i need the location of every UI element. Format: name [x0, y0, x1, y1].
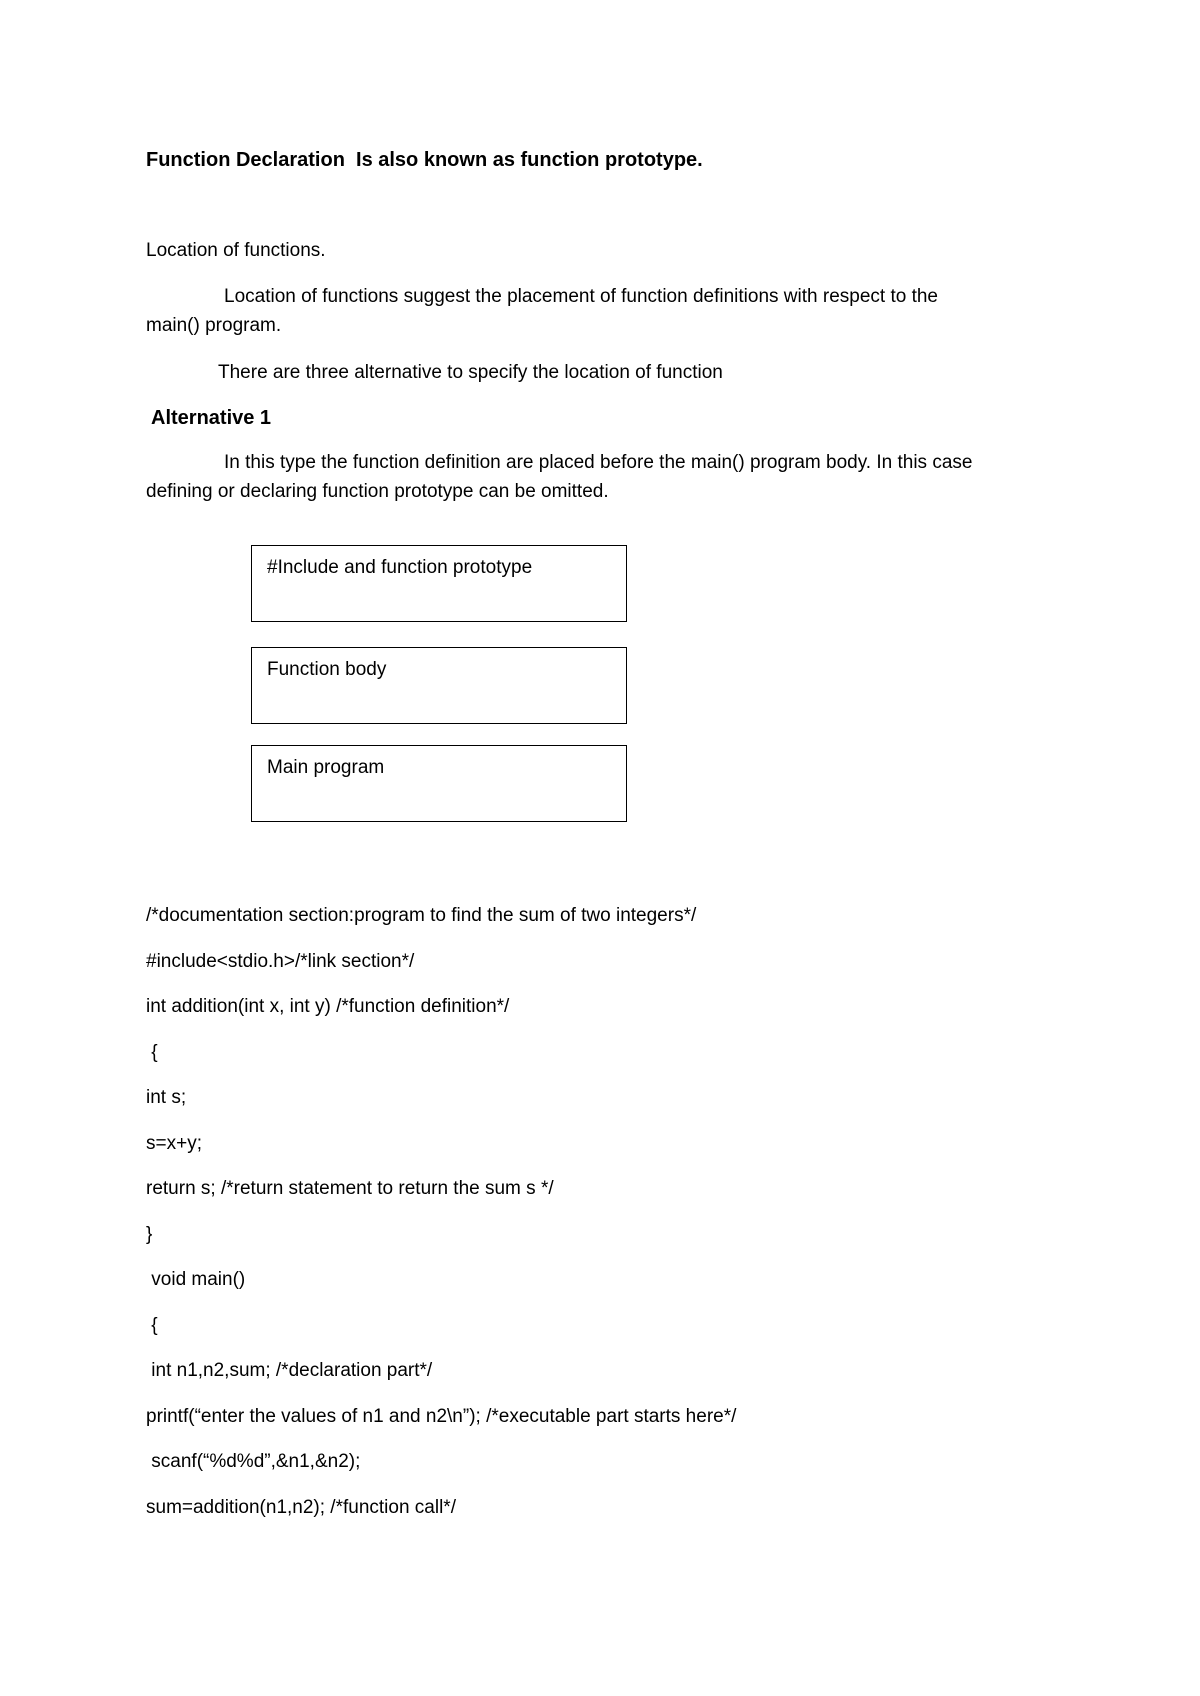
- code-line: scanf(“%d%d”,&n1,&n2);: [146, 1451, 361, 1472]
- section-heading: Location of functions.: [146, 240, 326, 261]
- code-line: printf(“enter the values of n1 and n2\n”); /*executable part starts here*/: [146, 1406, 737, 1427]
- paragraph-3-line-2: defining or declaring function prototype can be omitted.: [146, 481, 609, 502]
- diagram-box-include: [251, 545, 627, 622]
- code-line: #include<stdio.h>/*link section*/: [146, 951, 415, 972]
- code-line: int addition(int x, int y) /*function definition*/: [146, 996, 510, 1017]
- code-line: return s; /*return statement to return the sum s */: [146, 1178, 554, 1199]
- code-line: sum=addition(n1,n2); /*function call*/: [146, 1497, 456, 1518]
- paragraph-2: There are three alternative to specify the location of function: [218, 362, 723, 383]
- paragraph-1-line-1: Location of functions suggest the placement of function definitions with respect to the: [224, 286, 938, 307]
- code-line: }: [146, 1224, 153, 1245]
- paragraph-3-line-1: In this type the function definition are placed before the main() program body. In this case: [224, 452, 973, 473]
- page-title: Function Declaration Is also known as function prototype.: [146, 149, 703, 171]
- diagram-box-function-body: [251, 647, 627, 724]
- diagram-box-label: #Include and function prototype: [267, 557, 533, 578]
- code-line: void main(): [146, 1269, 246, 1290]
- code-line: {: [146, 1315, 158, 1336]
- code-line: s=x+y;: [146, 1133, 202, 1154]
- code-line: {: [146, 1042, 158, 1063]
- diagram-box-label: Function body: [267, 659, 387, 680]
- diagram-box-main-program: [251, 745, 627, 822]
- alternative-heading: Alternative 1: [151, 407, 272, 429]
- code-line: int s;: [146, 1087, 187, 1108]
- code-line: /*documentation section:program to find the sum of two integers*/: [146, 905, 697, 926]
- code-line: int n1,n2,sum; /*declaration part*/: [146, 1360, 433, 1381]
- paragraph-1-line-2: main() program.: [146, 315, 282, 336]
- diagram-box-label: Main program: [267, 757, 385, 778]
